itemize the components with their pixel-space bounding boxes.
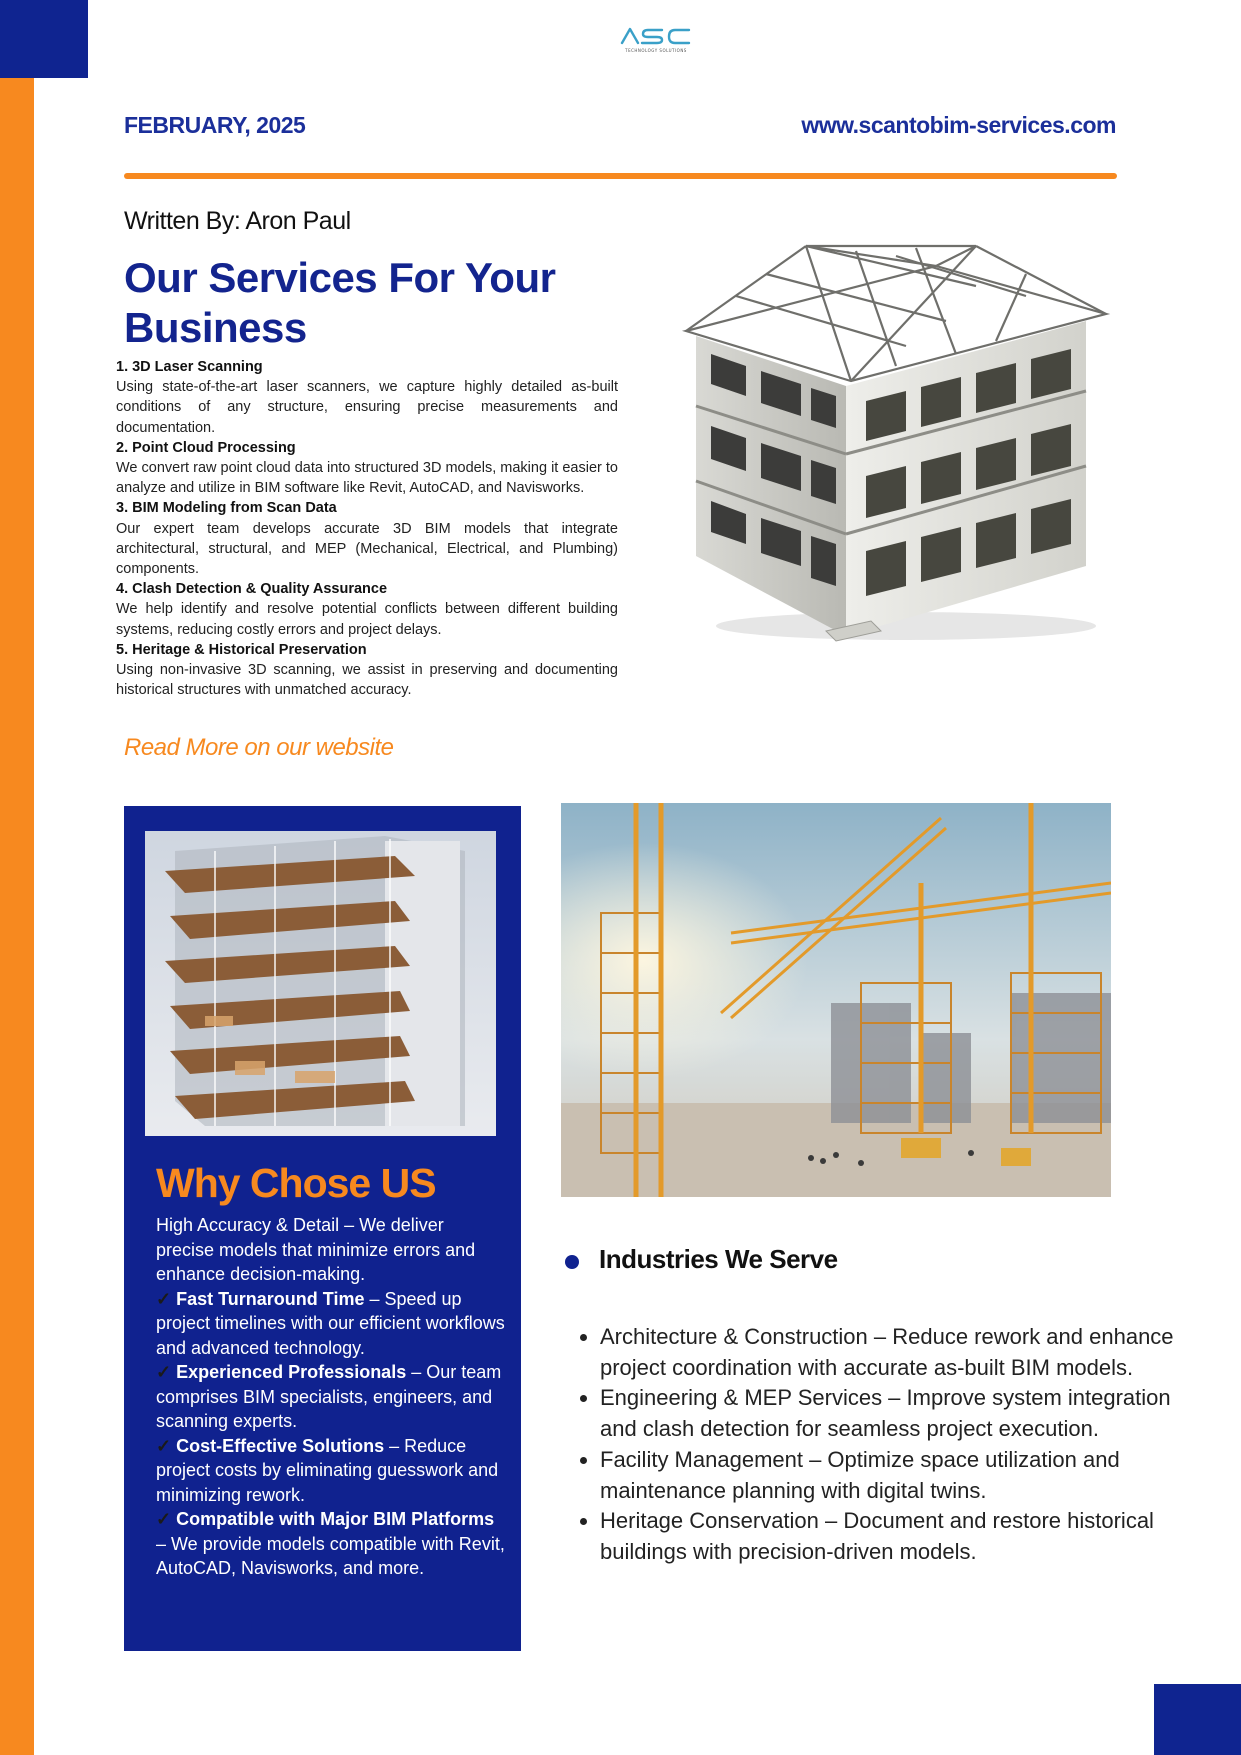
why-us-item-title: Cost-Effective Solutions	[176, 1435, 385, 1456]
service-title: 4. Clash Detection & Quality Assurance	[116, 581, 388, 598]
why-us-item-title: Fast Turnaround Time	[176, 1288, 365, 1309]
service-description: Our expert team develops accurate 3D BIM models that integrate architectural, structural, and MEP (Mechanical, Electrical, and Plumbing) components.	[116, 520, 618, 578]
service-description: Using state-of-the-art laser scanners, we capture highly detailed as-built conditions of any structure, ensuring precise measurements and documentation.	[116, 379, 618, 436]
why-us-body	[156, 1213, 506, 1581]
svg-text:TECHNOLOGY SOLUTIONS: TECHNOLOGY SOLUTIONS	[625, 48, 687, 53]
service-description: We help identify and resolve potential conflicts between different building systems, reducing costly errors and project delays.	[116, 601, 618, 638]
corner-block-bottom-right	[1154, 1684, 1241, 1755]
service-item	[116, 579, 618, 640]
industries-title: Industries We Serve	[599, 1244, 838, 1274]
why-us-item-title: Experienced Professionals	[176, 1362, 407, 1382]
why-us-item-text: – Our team comprises BIM specialists, engineers, and scanning experts.	[156, 1362, 502, 1431]
construction-site-image	[561, 803, 1111, 1197]
why-us-item	[156, 1507, 506, 1581]
author-byline: Written By: Aron Paul	[124, 207, 351, 235]
service-title: 1. 3D Laser Scanning	[116, 359, 263, 375]
why-us-item-title: Compatible with Major BIM Platforms	[176, 1509, 495, 1529]
list-item: • Facility Management – Optimize space utilization and maintenance planning with digital twins.	[600, 1445, 1198, 1506]
why-us-item-text: – Speed up project timelines with our efficient workflows and advanced technology.	[156, 1288, 505, 1358]
company-logo	[618, 26, 694, 54]
building-render-image	[676, 226, 1118, 644]
service-title: 3. BIM Modeling from Scan Data	[116, 500, 337, 517]
service-description: We convert raw point cloud data into structured 3D models, making it easier to analyze and utilize in BIM software like Revit, AutoCAD, and Navisworks.	[116, 460, 618, 497]
why-us-item-text: – We provide models compatible with Revit, AutoCAD, Navisworks, and more.	[156, 1533, 505, 1578]
service-title: 5. Heritage & Historical Preservation	[116, 641, 367, 658]
industries-list	[573, 1322, 1198, 1568]
why-us-item	[156, 1287, 506, 1361]
checkmark-icon: ✓	[156, 1362, 172, 1382]
checkmark-icon: ✓	[156, 1288, 172, 1309]
section-bullet-icon	[565, 1255, 579, 1269]
list-item: • Architecture & Construction – Reduce rework and enhance project coordination with accurate as-built BIM models.	[600, 1322, 1198, 1383]
why-us-title: Why Chose US	[156, 1160, 436, 1206]
why-us-item-text: – Reduce project costs by eliminating guesswork and minimizing rework.	[156, 1435, 499, 1505]
list-item: • Engineering & MEP Services – Improve system integration and clash detection for seamless project execution.	[600, 1383, 1198, 1444]
side-accent-bar	[0, 78, 34, 1755]
header-divider	[124, 173, 1117, 179]
why-us-intro: High Accuracy & Detail – We deliver precise models that minimize errors and enhance decision-making.	[156, 1215, 476, 1284]
service-item	[116, 498, 618, 579]
website-link[interactable]: www.scantobim-services.com	[801, 112, 1116, 138]
service-item	[116, 438, 618, 499]
service-item	[116, 357, 618, 438]
page-title: Our Services For Your Business	[124, 254, 556, 351]
corner-block-top-left	[0, 0, 88, 78]
issue-date: FEBRUARY, 2025	[124, 112, 306, 138]
why-us-item	[156, 1360, 506, 1434]
services-list	[116, 357, 618, 700]
read-more-link[interactable]: Read More on our website	[124, 734, 394, 761]
service-item	[116, 640, 618, 701]
why-us-item	[156, 1434, 506, 1508]
service-title: 2. Point Cloud Processing	[116, 439, 296, 456]
checkmark-icon: ✓	[156, 1509, 172, 1529]
list-item: • Heritage Conservation – Document and restore historical buildings with precision-driven models.	[600, 1506, 1198, 1567]
service-description: Using non-invasive 3D scanning, we assist in preserving and documenting historical structures with unmatched accuracy.	[116, 662, 618, 699]
checkmark-icon: ✓	[156, 1435, 172, 1456]
building-cutaway-image	[145, 831, 496, 1136]
